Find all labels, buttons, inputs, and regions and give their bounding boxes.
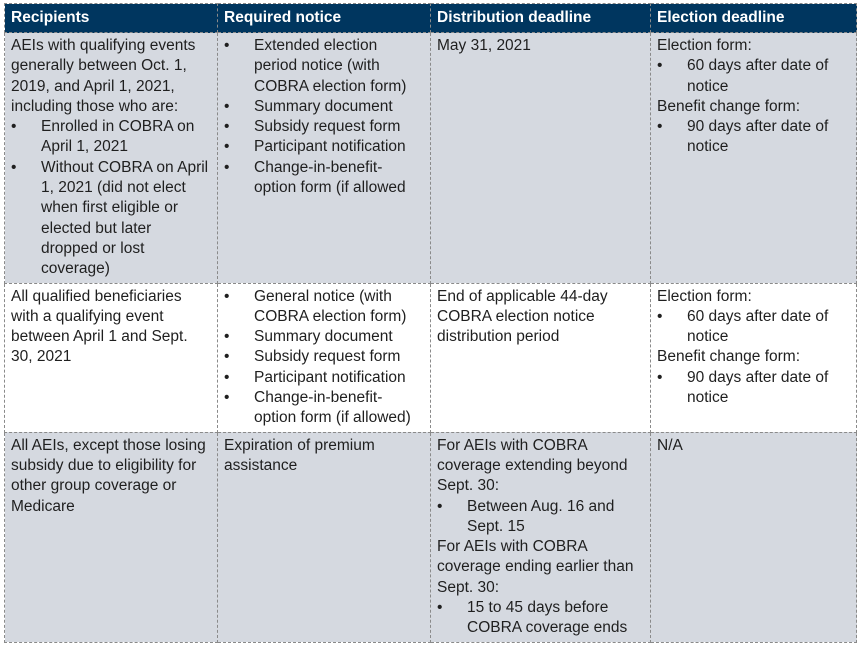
notice-bullet-list [224, 36, 424, 198]
recipients-text: All qualified beneficiaries with a qualifying event between April 1 and Sept. 30, 2021 [11, 287, 188, 366]
required-notice-cell [218, 283, 431, 432]
distribution-deadline-cell [431, 33, 651, 284]
bullet-icon: • [224, 138, 230, 156]
cobra-notice-table [4, 3, 857, 643]
bullet-icon: • [437, 497, 443, 515]
bullet-icon: • [224, 287, 230, 305]
recipients-text: AEIs with qualifying events generally between Oct. 1, 2019, and April 1, 2021, including those who are: [11, 37, 196, 115]
bullet-icon: • [11, 118, 17, 136]
election-form-list [657, 307, 850, 348]
bullet-icon: • [11, 158, 17, 176]
distribution-deadline-cell [431, 283, 651, 432]
list-item: • Summary document [224, 97, 424, 117]
benefit-change-form-label: Benefit change form: [657, 97, 801, 115]
list-item: • 90 days after date of notice [657, 368, 829, 407]
list-item: • Subsidy request form [224, 347, 424, 367]
list-item: • Extended election period notice (with COBRA election form) [224, 37, 407, 95]
list-item: • Enrolled in COBRA on April 1, 2021 [11, 118, 195, 156]
table-row [5, 33, 857, 284]
recipients-text: All AEIs, except those losing subsidy due to eligibility for other group coverage or Medicare [11, 436, 206, 515]
bullet-icon: • [657, 57, 663, 75]
bullet-icon: • [657, 118, 663, 136]
required-notice-cell [218, 432, 431, 642]
required-notice-cell [218, 33, 431, 284]
header-distribution-deadline: Distribution deadline [431, 4, 651, 33]
bullet-icon: • [224, 328, 230, 346]
list-item: • 90 days after date of notice [657, 118, 829, 156]
benefit-change-form-label: Benefit change form: [657, 348, 801, 366]
bullet-icon: • [657, 368, 663, 386]
distribution-deadline-text: End of applicable 44-day COBRA election notice distribution period [437, 287, 608, 346]
election-deadline-text: N/A [657, 436, 683, 454]
list-item: • Summary document [224, 327, 424, 347]
ending-earlier-label: For AEIs with COBRA coverage ending earlier than Sept. 30: [437, 538, 634, 596]
header-election-deadline: Election deadline [651, 4, 857, 33]
list-item: • Subsidy request form [224, 117, 424, 137]
table-row [5, 432, 857, 642]
list-item: • Change-in-benefit-option form (if allowed [224, 158, 406, 197]
bullet-icon: • [224, 389, 230, 407]
election-form-label: Election form: [657, 287, 752, 305]
bullet-icon: • [224, 368, 230, 386]
list-item: • 60 days after date of notice [657, 57, 829, 95]
table-header [5, 4, 857, 33]
bullet-icon: • [437, 599, 443, 617]
list-item: • General notice (with COBRA election form) [224, 287, 407, 325]
list-item: • Between Aug. 16 and Sept. 15 [437, 497, 615, 535]
benefit-change-form-list [657, 368, 850, 409]
bullet-icon: • [224, 158, 230, 176]
table-row [5, 283, 857, 432]
bullet-icon: • [224, 97, 230, 115]
extending-coverage-list [437, 497, 644, 538]
distribution-deadline-cell [431, 432, 651, 642]
recipients-cell [5, 432, 218, 642]
list-item: • Participant notification [224, 368, 424, 388]
recipients-cell [5, 283, 218, 432]
bullet-icon: • [224, 348, 230, 366]
election-form-label: Election form: [657, 37, 752, 54]
header-row [5, 4, 857, 33]
bullet-icon: • [224, 37, 230, 54]
distribution-deadline-text: May 31, 2021 [437, 37, 531, 54]
header-recipients: Recipients [5, 4, 218, 33]
bullet-icon: • [224, 118, 230, 136]
list-item: • 60 days after date of notice [657, 307, 829, 346]
header-required-notice: Required notice [218, 4, 431, 33]
recipients-bullet-list [11, 117, 211, 279]
list-item: • Change-in-benefit-option form (if allowed) [224, 389, 411, 427]
election-deadline-cell [651, 33, 857, 284]
benefit-change-form-list [657, 117, 850, 158]
list-item: • Without COBRA on April 1, 2021 (did not elect when first eligible or elected but later dropped or lost coverage) [11, 158, 209, 278]
election-form-list [657, 56, 850, 97]
extending-coverage-label: For AEIs with COBRA coverage extending beyond Sept. 30: [437, 436, 628, 495]
election-deadline-cell [651, 283, 857, 432]
required-notice-text: Expiration of premium assistance [224, 436, 375, 474]
bullet-icon: • [657, 307, 663, 325]
notice-bullet-list [224, 287, 424, 429]
recipients-cell [5, 33, 218, 284]
list-item: • 15 to 45 days before COBRA coverage ends [437, 599, 628, 637]
election-deadline-cell [651, 432, 857, 642]
list-item: • Participant notification [224, 137, 424, 157]
ending-earlier-list [437, 598, 644, 639]
